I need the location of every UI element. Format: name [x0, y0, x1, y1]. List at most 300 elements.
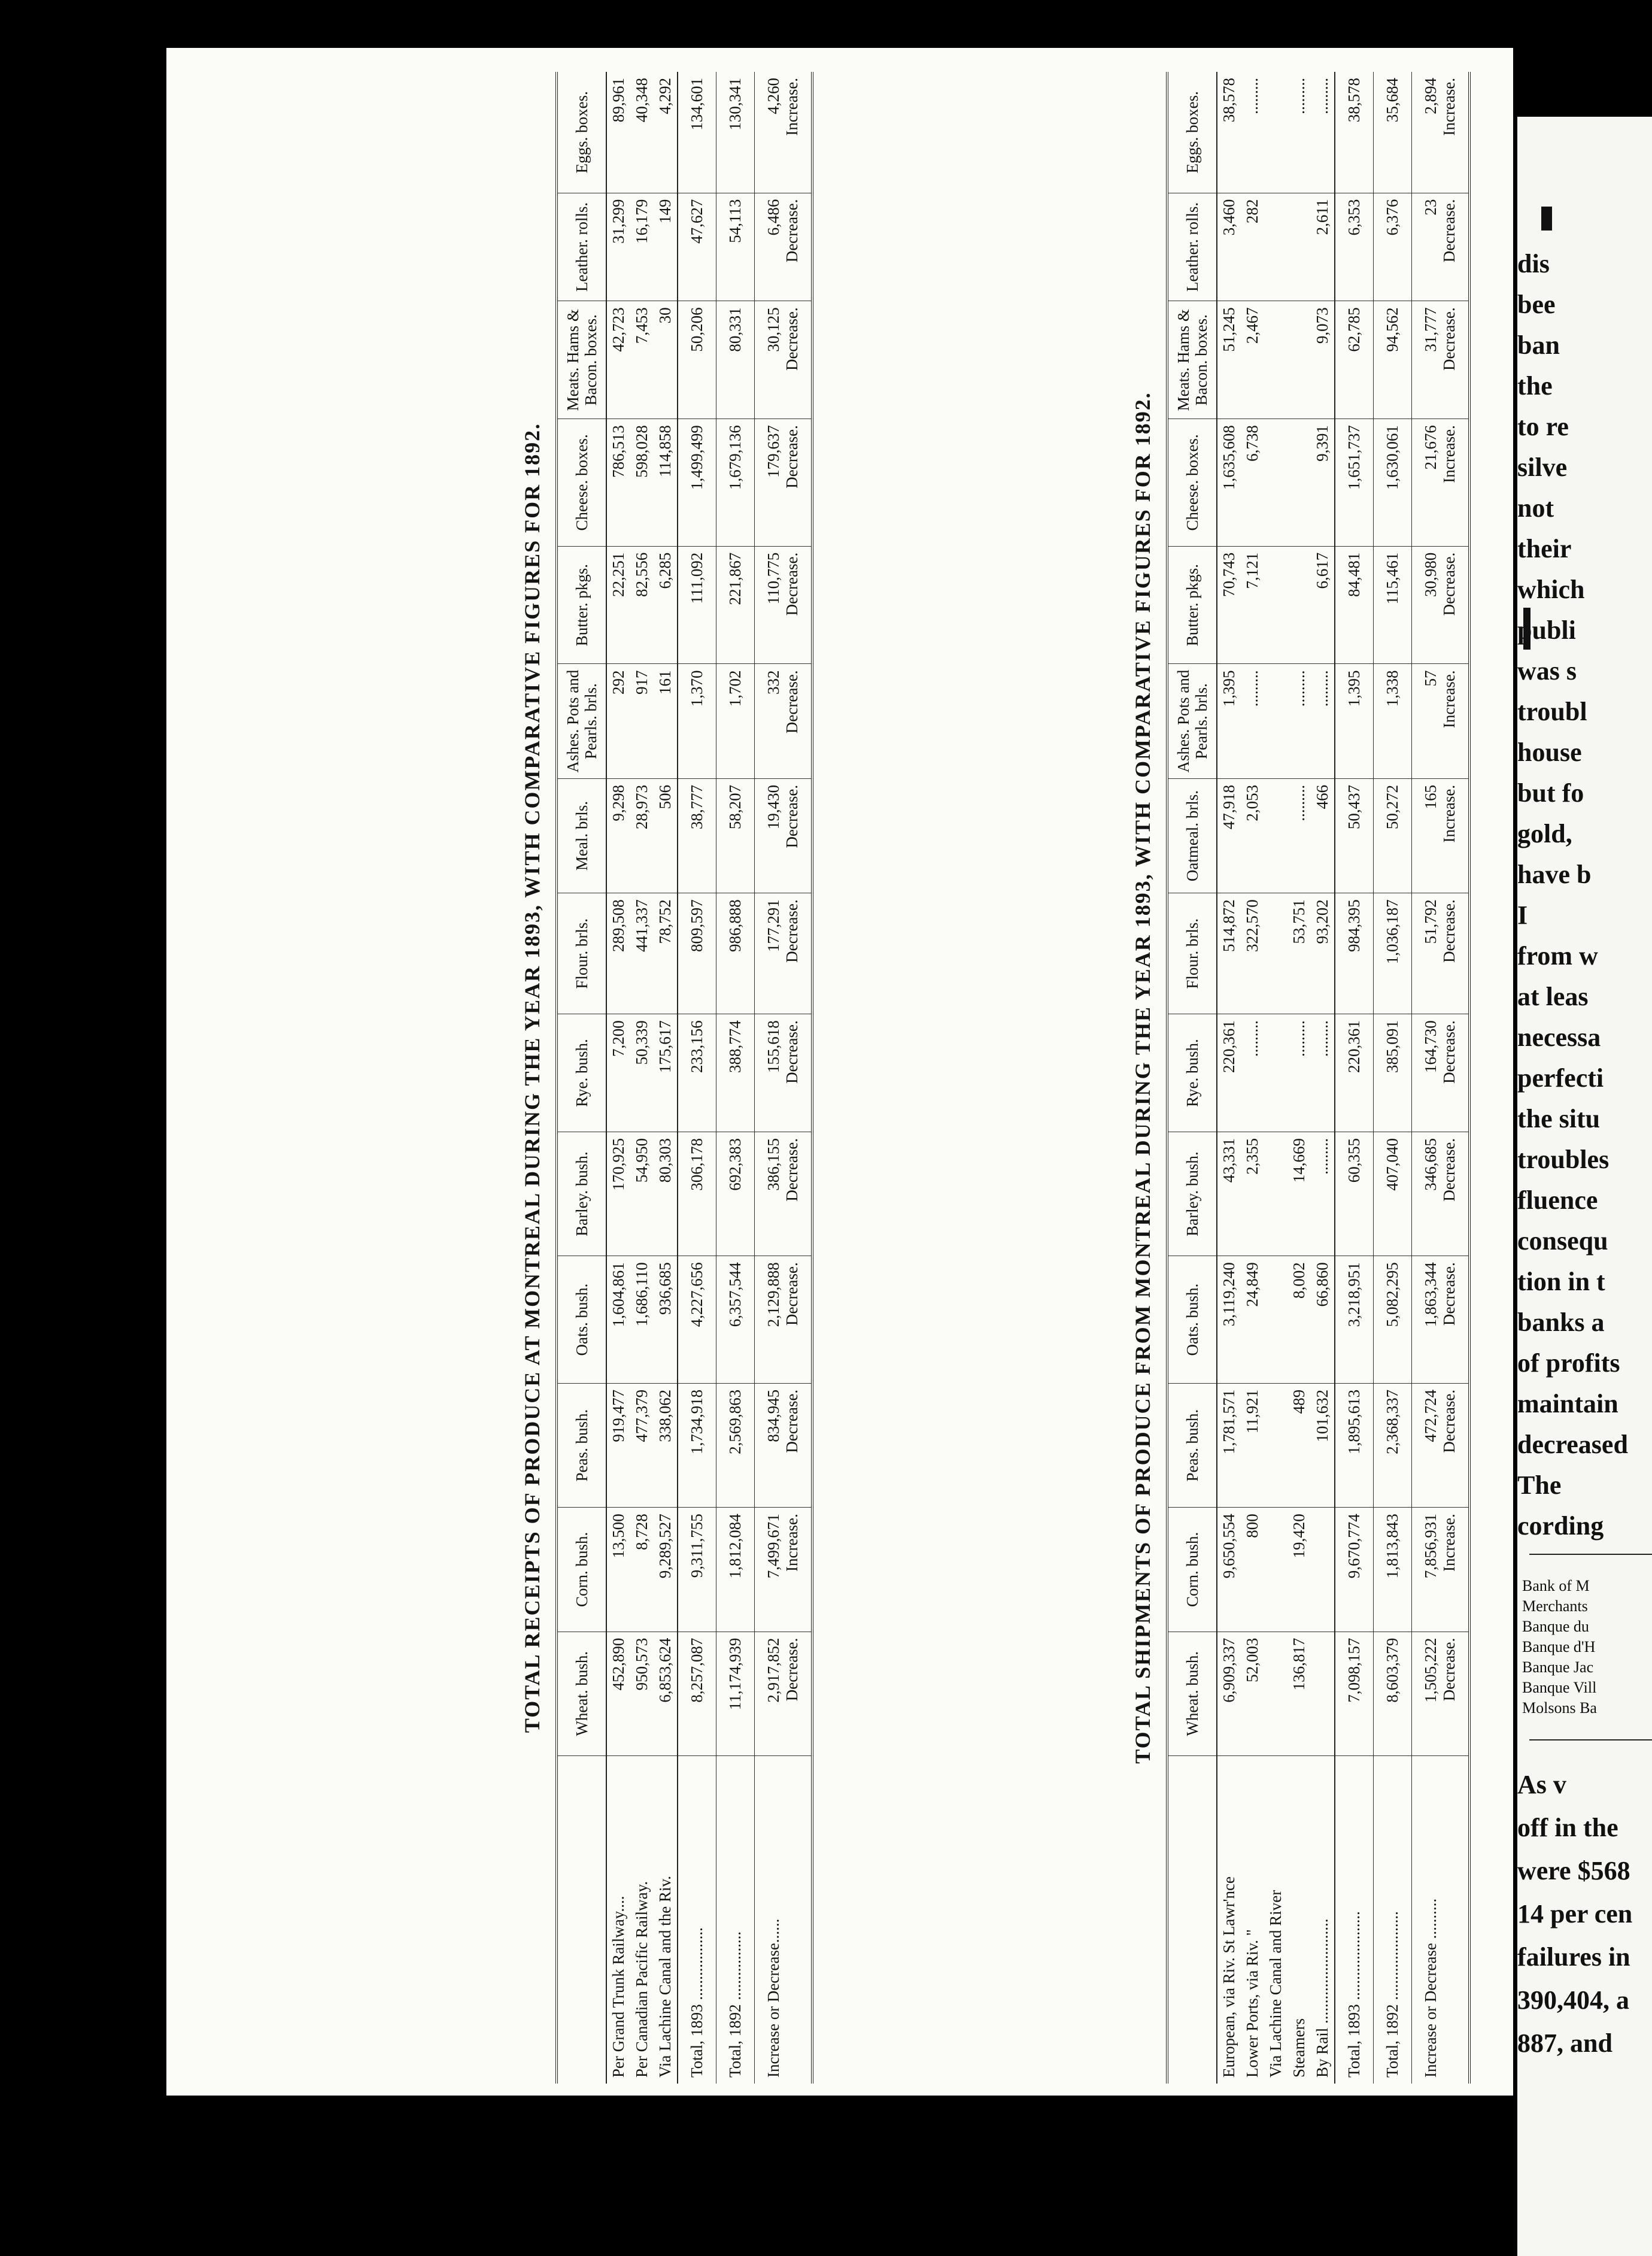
data-cell [1241, 778, 1264, 893]
cell-value: 1,036,187 [1383, 899, 1401, 965]
data-cell [1217, 893, 1241, 1014]
cell-value: 16,179 [633, 199, 651, 244]
data-cell [1335, 193, 1374, 301]
column-header: Ashes. Pots and Pearls. brls. [1167, 664, 1217, 778]
data-cell [606, 1632, 630, 1755]
cell-value: 2,129,888 [764, 1262, 782, 1327]
data-cell [1412, 1132, 1470, 1256]
total-row [1374, 72, 1412, 2084]
text-line: ban [1517, 330, 1560, 360]
cell-value: 155,618 [764, 1020, 782, 1073]
cell-value: 506 [656, 784, 674, 809]
change-note: Decrease. [1440, 1020, 1458, 1084]
data-cell [678, 1256, 716, 1384]
cell-value: 220,361 [1345, 1020, 1363, 1073]
cell-value: 2,467 [1243, 307, 1261, 344]
cell-value: 50,339 [633, 1020, 651, 1065]
cell-value: ......... [1290, 670, 1308, 707]
change-note: Increase. [783, 1514, 801, 1572]
column-header: Rye. bush. [557, 1014, 606, 1132]
data-cell [1374, 1508, 1412, 1632]
column-header: Barley. bush. [1167, 1132, 1217, 1256]
data-cell [1287, 1256, 1311, 1384]
cell-value: 2,611 [1313, 199, 1331, 235]
data-cell [1264, 778, 1287, 893]
data-cell [654, 1256, 678, 1384]
cell-value: 7,200 [609, 1020, 627, 1057]
data-cell [1217, 193, 1241, 301]
cell-value: 385,091 [1383, 1020, 1401, 1073]
column-header: Cheese. boxes. [557, 419, 606, 547]
data-cell [1311, 72, 1335, 193]
cell-value: 23 [1422, 199, 1440, 216]
text-line: which [1517, 575, 1585, 604]
cell-value: 58,207 [726, 784, 744, 830]
data-cell [630, 546, 654, 664]
text-line: cording [1517, 1511, 1604, 1541]
cell-value: 51,245 [1220, 307, 1238, 352]
column-header: Leather. rolls. [557, 193, 606, 301]
column-header: Wheat. bush. [1167, 1632, 1217, 1755]
column-header: Meats. Hams & Bacon. boxes. [1167, 301, 1217, 419]
text-line: Merchants [1522, 1597, 1588, 1615]
data-cell [716, 193, 755, 301]
data-cell [606, 546, 630, 664]
data-cell [1374, 193, 1412, 301]
cell-value: 1,702 [726, 670, 744, 707]
data-cell [1374, 1132, 1412, 1256]
data-cell [630, 1014, 654, 1132]
change-note: Decrease. [1440, 1262, 1458, 1326]
cell-value: 19,420 [1290, 1514, 1308, 1558]
cell-value: 9,311,755 [688, 1514, 706, 1578]
data-cell [1412, 893, 1470, 1014]
cell-value: 4,260 [764, 78, 782, 114]
data-cell [1217, 1256, 1241, 1384]
data-cell [1217, 546, 1241, 664]
cell-value: 40,348 [633, 78, 651, 123]
cell-value: 338,062 [656, 1389, 674, 1442]
cell-value: 30,980 [1422, 552, 1440, 597]
rotated-content [502, 72, 1652, 2084]
cell-value: 9,650,554 [1220, 1514, 1238, 1579]
change-note: Decrease. [783, 552, 801, 616]
text-line: consequ [1517, 1226, 1608, 1256]
cell-value: 22,251 [609, 552, 627, 597]
data-cell [1311, 419, 1335, 547]
shipments-table [1166, 72, 1471, 2084]
change-note: Decrease. [1440, 552, 1458, 616]
text-line: troubl [1517, 697, 1587, 726]
cell-value: 809,597 [688, 899, 706, 952]
cell-value: 66,860 [1313, 1262, 1331, 1307]
column-header: Oats. bush. [1167, 1256, 1217, 1384]
text-line: but fo [1517, 778, 1584, 808]
cell-value: 936,685 [656, 1262, 674, 1315]
column-header: Wheat. bush. [557, 1632, 606, 1755]
data-cell [1287, 1383, 1311, 1507]
route-row [1287, 72, 1311, 2084]
text-line: failures in [1517, 1942, 1630, 1972]
column-header: Peas. bush. [557, 1383, 606, 1507]
data-cell [1241, 72, 1264, 193]
text-line: decreased [1517, 1430, 1628, 1459]
change-note: Decrease. [783, 1638, 801, 1702]
change-row [755, 72, 813, 2084]
data-cell [1412, 546, 1470, 664]
cell-value: 477,379 [633, 1389, 651, 1442]
text-line: Banque d'H [1522, 1638, 1596, 1655]
data-cell [755, 546, 813, 664]
row-label: By Rail .......................... [1313, 1918, 1331, 2078]
data-cell [630, 1256, 654, 1384]
data-cell [1335, 778, 1374, 893]
shipments-title: TOTAL SHIPMENTS OF PRODUCE FROM MONTREAL DURING THE YEAR 1893, WITH COMPARATIVE FIGURES FOR 1892. [1131, 392, 1155, 1764]
cell-value: ......... [1243, 78, 1261, 114]
data-cell [1374, 664, 1412, 778]
data-cell [1374, 301, 1412, 419]
row-label: Via Lachine Canal and River [1267, 1890, 1284, 2078]
receipts-section [520, 72, 813, 2084]
cell-value: 110,775 [764, 552, 782, 605]
cell-value: 1,604,861 [609, 1262, 627, 1327]
data-cell [654, 1632, 678, 1755]
cell-value: 1,630,061 [1383, 425, 1401, 490]
data-cell [606, 193, 630, 301]
cell-value: ......... [1290, 78, 1308, 114]
cell-value: 84,481 [1345, 552, 1363, 597]
cell-value: 3,460 [1220, 199, 1238, 236]
route-row [1311, 72, 1335, 2084]
data-cell [678, 1132, 716, 1256]
data-cell [1412, 1256, 1470, 1384]
data-cell [1287, 72, 1311, 193]
change-note: Increase. [783, 78, 801, 136]
data-cell [716, 1014, 755, 1132]
data-cell [1374, 778, 1412, 893]
data-cell [654, 893, 678, 1014]
data-cell [1374, 1383, 1412, 1507]
row-label: Increase or Decrease .......... [1412, 1755, 1470, 2084]
data-cell [1335, 1256, 1374, 1384]
cell-value: 2,368,337 [1383, 1389, 1401, 1454]
change-note: Decrease. [783, 307, 801, 371]
cell-value: 94,562 [1383, 307, 1401, 352]
cell-value: 346,685 [1422, 1138, 1440, 1191]
data-cell [654, 1383, 678, 1507]
cell-value: 1,395 [1345, 670, 1363, 707]
change-note: Decrease. [783, 1138, 801, 1202]
column-header: Meats. Hams & Bacon. boxes. [557, 301, 606, 419]
cell-value: 78,752 [656, 899, 674, 944]
data-cell [1287, 1632, 1311, 1755]
cell-value: 2,569,863 [726, 1389, 744, 1454]
data-cell [1311, 893, 1335, 1014]
cell-value: 24,849 [1243, 1262, 1261, 1307]
cell-value: 292 [609, 670, 627, 695]
data-cell [1241, 1132, 1264, 1256]
text-line: necessa [1517, 1023, 1601, 1052]
data-cell [1311, 1256, 1335, 1384]
data-cell [630, 778, 654, 893]
column-header: Oatmeal. brls. [1167, 778, 1217, 893]
data-cell [1412, 664, 1470, 778]
column-header: Flour. brls. [1167, 893, 1217, 1014]
cell-value: 70,743 [1220, 552, 1238, 597]
cell-value: 19,430 [764, 784, 782, 830]
data-cell [606, 72, 630, 193]
data-cell [716, 1632, 755, 1755]
cell-value: 1,686,110 [633, 1262, 651, 1327]
cell-value: 1,781,571 [1220, 1389, 1238, 1454]
cell-value: 114,858 [656, 425, 674, 477]
cell-value: 30 [656, 307, 674, 324]
text-line: Banque Vill [1522, 1679, 1597, 1696]
cell-value: 452,890 [609, 1638, 627, 1691]
data-cell [1217, 1014, 1241, 1132]
change-note: Decrease. [783, 199, 801, 263]
shipments-header-row [1167, 72, 1217, 2084]
data-cell [630, 1632, 654, 1755]
data-cell [1264, 301, 1287, 419]
data-cell [1335, 301, 1374, 419]
cell-value: ......... [1290, 784, 1308, 821]
cell-value: 170,925 [609, 1138, 627, 1191]
column-header: Ashes. Pots and Pearls. brls. [557, 664, 606, 778]
data-cell [716, 419, 755, 547]
cell-value: 984,395 [1345, 899, 1363, 952]
cell-value: 6,376 [1383, 199, 1401, 236]
cell-value: 6,486 [764, 199, 782, 236]
column-header: Meal. brls. [557, 778, 606, 893]
cell-value: 6,853,624 [656, 1638, 674, 1703]
data-cell [1217, 1383, 1241, 1507]
cell-value: ......... [1243, 670, 1261, 707]
row-label: Per Grand Trunk Railway.... [609, 1896, 627, 2078]
cell-value: 50,206 [688, 307, 706, 352]
data-cell [630, 72, 654, 193]
data-cell [654, 1014, 678, 1132]
cell-value: 1,895,613 [1345, 1389, 1363, 1454]
data-cell [1264, 546, 1287, 664]
text-line: the [1517, 371, 1553, 401]
cell-value: 919,477 [609, 1389, 627, 1442]
cell-value: 161 [656, 670, 674, 695]
data-cell [606, 301, 630, 419]
data-cell [1412, 1383, 1470, 1507]
data-cell [716, 893, 755, 1014]
cell-value: 2,355 [1243, 1138, 1261, 1175]
data-cell [1264, 664, 1287, 778]
data-cell [1374, 1256, 1412, 1384]
change-note: Decrease. [1440, 1138, 1458, 1202]
cell-value: 115,461 [1383, 552, 1401, 605]
data-cell [1311, 1508, 1335, 1632]
text-line: Bank of M [1522, 1577, 1590, 1594]
data-cell [606, 1014, 630, 1132]
cell-value: 1,370 [688, 670, 706, 707]
cell-value: 30,125 [764, 307, 782, 352]
data-cell [678, 893, 716, 1014]
cell-value: 407,040 [1383, 1138, 1401, 1191]
data-cell [630, 1132, 654, 1256]
cell-value: 7,499,671 [764, 1514, 782, 1579]
data-cell [1264, 1014, 1287, 1132]
data-cell [630, 419, 654, 547]
column-header: Barley. bush. [557, 1132, 606, 1256]
cell-value: 786,513 [609, 425, 627, 478]
data-cell [654, 419, 678, 547]
text-line: at leas [1517, 982, 1589, 1011]
data-cell [755, 193, 813, 301]
data-cell [755, 419, 813, 547]
text-line: publi [1517, 615, 1576, 645]
data-cell [678, 546, 716, 664]
text-line: from w [1517, 941, 1598, 971]
cell-value: 233,156 [688, 1020, 706, 1073]
data-cell [606, 893, 630, 1014]
cell-value: 472,724 [1422, 1389, 1440, 1442]
cell-value: 130,341 [726, 78, 744, 131]
data-cell [1264, 1383, 1287, 1507]
cell-value: ......... [1290, 1020, 1308, 1057]
change-note: Increase. [1440, 784, 1458, 843]
cell-value: 489 [1290, 1389, 1308, 1414]
text-line: were $568 [1517, 1856, 1630, 1885]
text-line: As v [1517, 1770, 1566, 1799]
text-line: banks a [1517, 1308, 1605, 1337]
text-line: Molsons Ba [1522, 1699, 1597, 1717]
data-cell [606, 1508, 630, 1632]
data-cell [1335, 1014, 1374, 1132]
data-cell [1311, 1632, 1335, 1755]
change-note: Decrease. [783, 670, 801, 734]
cell-value: 93,202 [1313, 899, 1331, 944]
column-header: Cheese. boxes. [1167, 419, 1217, 547]
cell-value: 514,872 [1220, 899, 1238, 952]
change-note: Increase. [1440, 670, 1458, 729]
cell-value: 6,617 [1313, 552, 1331, 589]
total-row [716, 72, 755, 2084]
cell-value: 692,383 [726, 1138, 744, 1191]
data-cell [1241, 1014, 1264, 1132]
data-cell [1287, 1014, 1311, 1132]
data-cell [606, 1256, 630, 1384]
cell-value: 11,921 [1243, 1389, 1261, 1434]
data-cell [1264, 1256, 1287, 1384]
data-cell [1241, 1508, 1264, 1632]
data-cell [755, 301, 813, 419]
change-note: Decrease. [1440, 199, 1458, 263]
cell-value: 179,637 [764, 425, 782, 478]
source-row [606, 72, 630, 2084]
cell-value: 9,391 [1313, 425, 1331, 462]
cell-value: 9,289,527 [656, 1514, 674, 1579]
cell-value: 1,338 [1383, 670, 1401, 707]
cell-value: 47,627 [688, 199, 706, 244]
data-cell [716, 1256, 755, 1384]
change-note: Decrease. [783, 425, 801, 489]
data-cell [1412, 1508, 1470, 1632]
data-cell [1287, 546, 1311, 664]
shipments-section [1130, 72, 1471, 2084]
text-line: Banque Jac [1522, 1658, 1594, 1676]
cell-value: 289,508 [609, 899, 627, 952]
cell-value: 53,751 [1290, 899, 1308, 944]
text-line: 14 per cen [1517, 1899, 1633, 1928]
data-cell [1374, 1632, 1412, 1755]
data-cell [755, 1014, 813, 1132]
rule [1529, 1554, 1652, 1555]
column-header: Eggs. boxes. [1167, 72, 1217, 193]
text-line: troubles [1517, 1145, 1610, 1174]
cell-value: 165 [1422, 784, 1440, 809]
data-cell [755, 778, 813, 893]
data-cell [1311, 664, 1335, 778]
data-cell [755, 1256, 813, 1384]
data-cell [1374, 1014, 1412, 1132]
text-line: perfecti [1517, 1063, 1604, 1093]
data-cell [1264, 1632, 1287, 1755]
cell-value: 466 [1313, 784, 1331, 809]
cell-value: 38,578 [1220, 78, 1238, 123]
row-label: Total, 1893 ...................... [1335, 1755, 1374, 2084]
change-note: Decrease. [783, 784, 801, 848]
data-cell [1311, 778, 1335, 893]
cell-value: 7,453 [633, 307, 651, 344]
column-header: Corn. bush. [557, 1508, 606, 1632]
cell-value: 1,863,344 [1422, 1262, 1440, 1327]
column-header: Peas. bush. [1167, 1383, 1217, 1507]
rule [1529, 1739, 1652, 1740]
cell-value: 834,945 [764, 1389, 782, 1442]
data-cell [1311, 1132, 1335, 1256]
cell-value: 38,578 [1345, 78, 1363, 123]
data-cell [1335, 1632, 1374, 1755]
cell-value: 11,174,939 [726, 1638, 744, 1711]
text-line: bee [1517, 290, 1556, 319]
cell-value: 60,355 [1345, 1138, 1363, 1183]
data-cell [678, 664, 716, 778]
cell-value: 134,601 [688, 78, 706, 131]
row-label: Steamers [1290, 2018, 1308, 2078]
cell-value: 14,669 [1290, 1138, 1308, 1183]
row-label: Per Canadian Pacific Railway. [633, 1881, 651, 2078]
data-cell [1241, 664, 1264, 778]
data-cell [716, 778, 755, 893]
cell-value: 1,651,737 [1345, 425, 1363, 490]
data-cell [755, 1383, 813, 1507]
change-note: Increase. [1440, 1514, 1458, 1572]
text-line: house [1517, 738, 1582, 767]
data-cell [1241, 1632, 1264, 1755]
text-line: The [1517, 1470, 1562, 1500]
cell-value: 31,777 [1422, 307, 1440, 352]
text-line: was s [1517, 656, 1577, 686]
change-note: Decrease. [783, 1389, 801, 1453]
total-row [678, 72, 716, 2084]
data-cell [654, 72, 678, 193]
cell-value: 322,570 [1243, 899, 1261, 952]
cell-value: 8,728 [633, 1514, 651, 1550]
data-cell [1335, 72, 1374, 193]
row-label: Total, 1892 ...................... [1374, 1755, 1412, 2084]
cell-value: 441,337 [633, 899, 651, 952]
column-header: Rye. bush. [1167, 1014, 1217, 1132]
data-cell [755, 893, 813, 1014]
data-cell [678, 1014, 716, 1132]
change-note: Decrease. [783, 899, 801, 963]
